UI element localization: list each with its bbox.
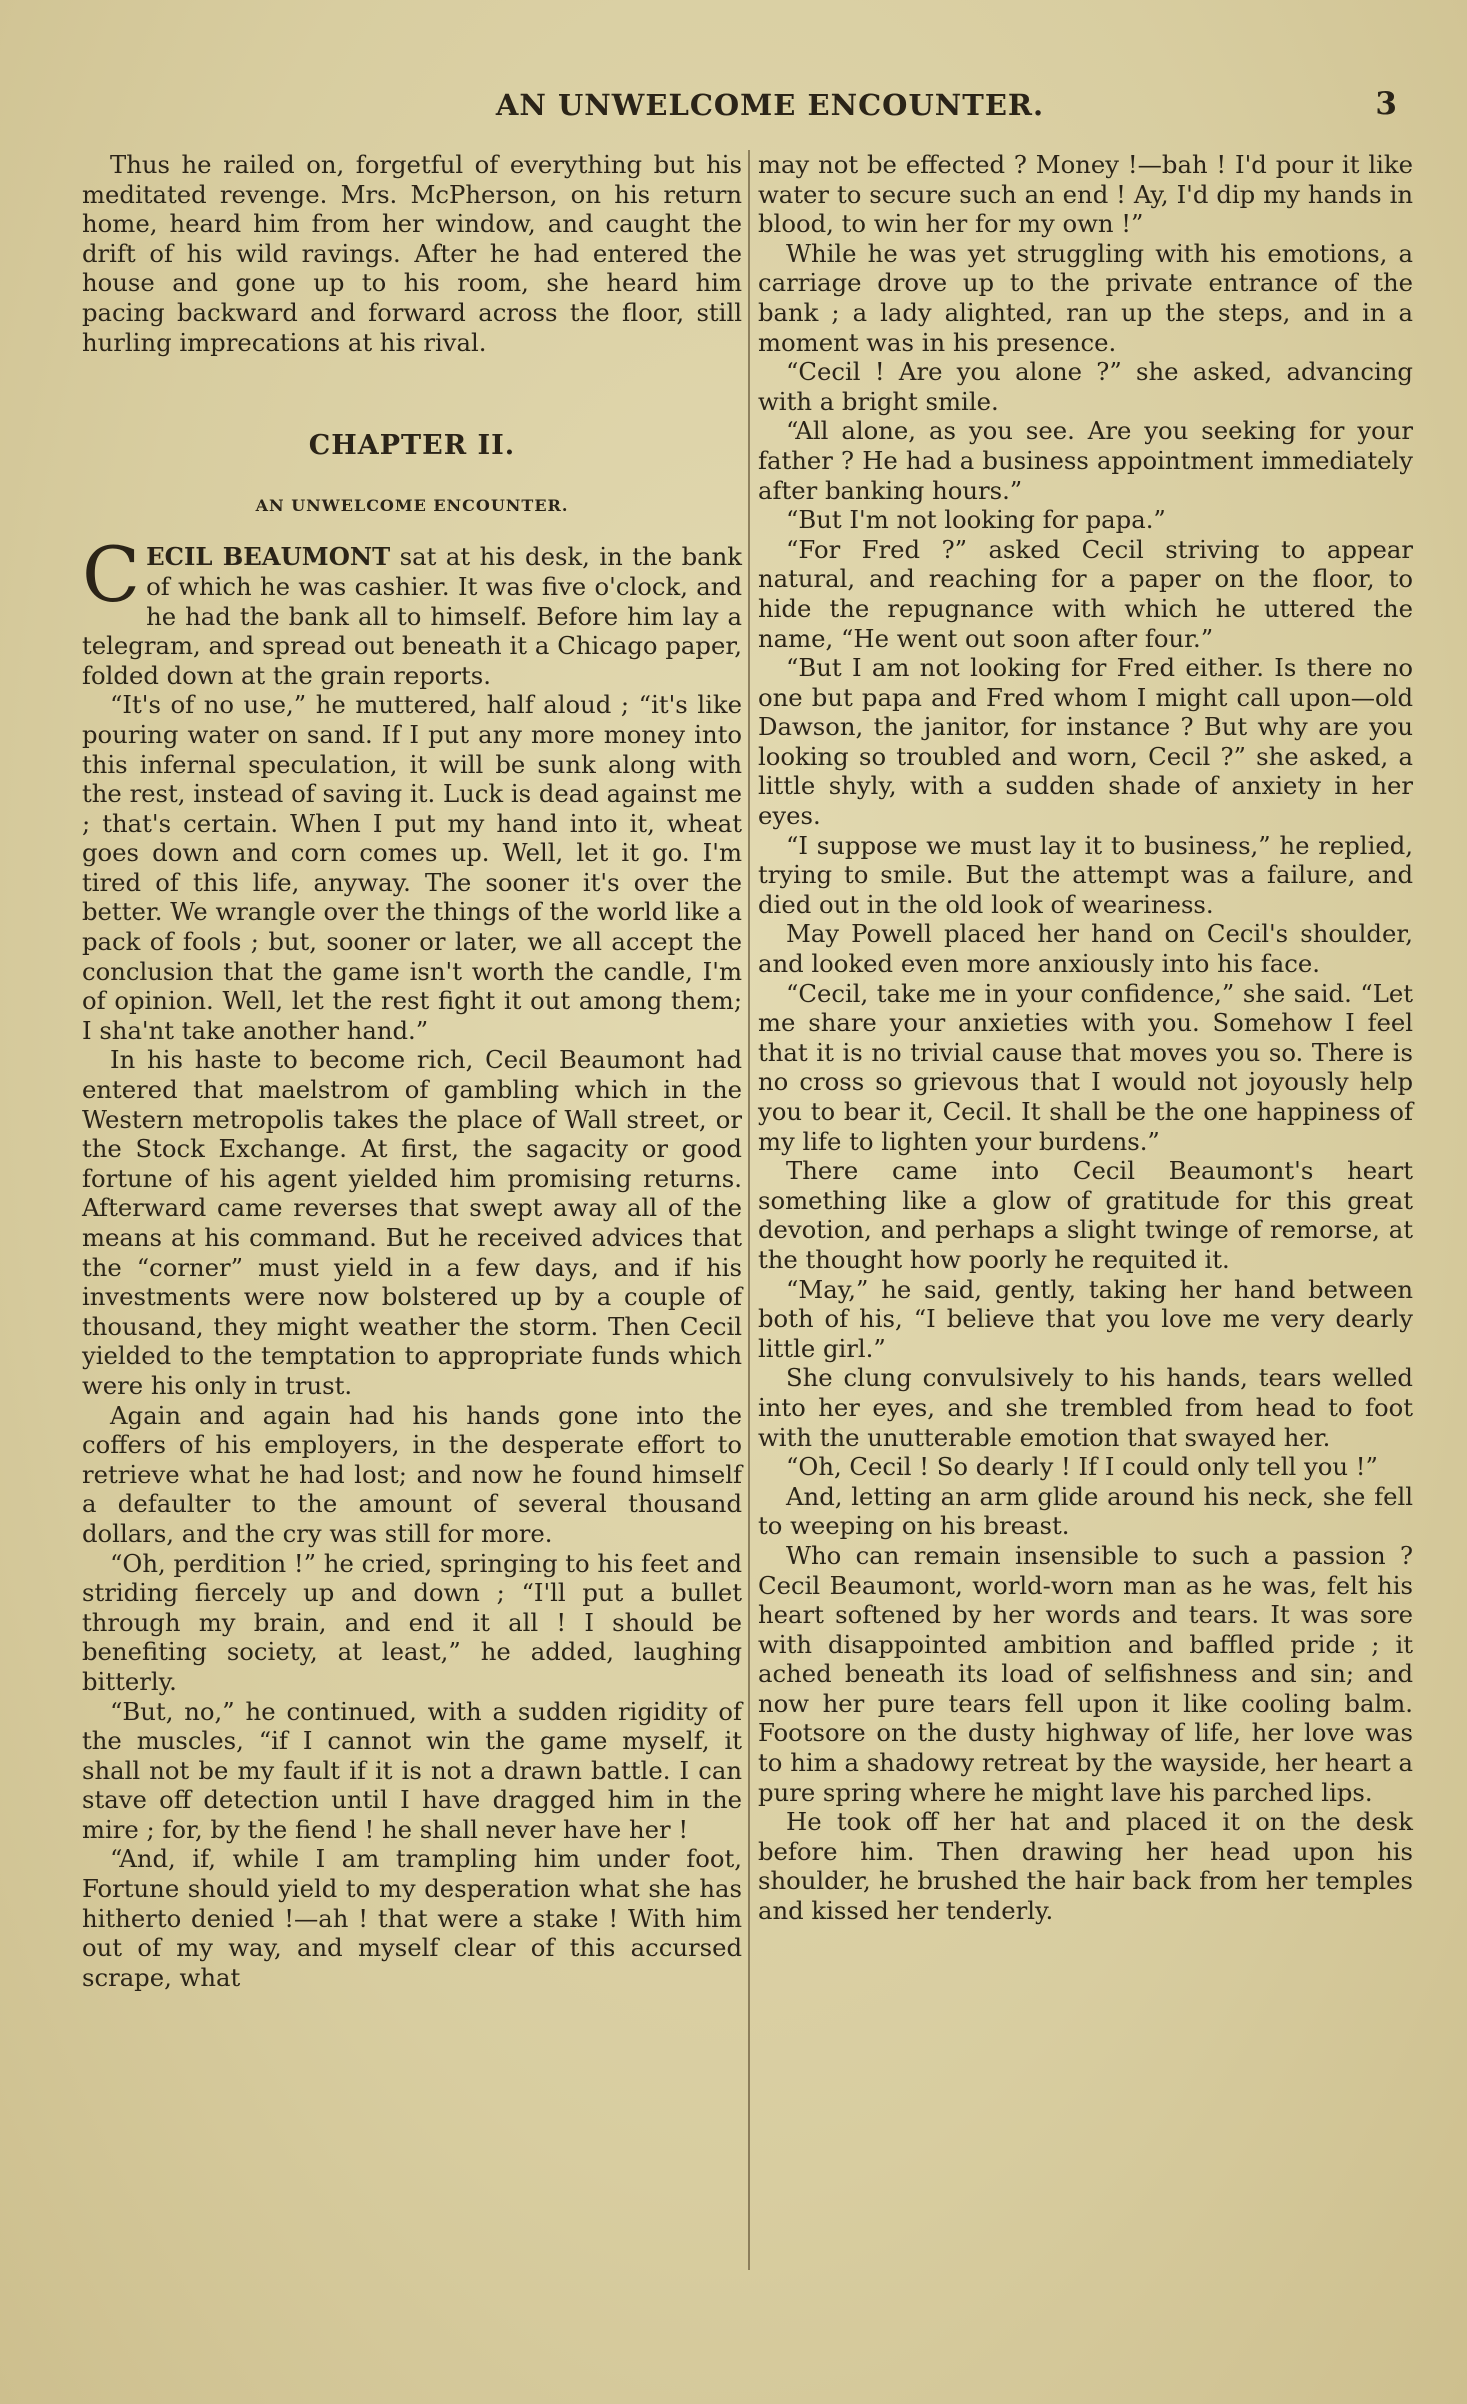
first-words: ECIL BEAUMONT: [146, 542, 391, 572]
first-paragraph-text: sat at his desk, in the bank of which he was cashier. It was five o'clock, and he had the bank all to himself. Before him lay a telegram, and spread out beneath it a Chicago paper, folded down at the grain reports.: [82, 542, 742, 690]
paragraph: May Powell placed her hand on Cecil's shoulder, and looked even more anxiously into his face.: [758, 919, 1413, 979]
paragraph: And, letting an arm glide around his neck, she fell to weeping on his breast.: [758, 1481, 1413, 1541]
running-head: AN UNWELCOME ENCOUNTER.: [495, 88, 1045, 122]
page-number: 3: [1375, 86, 1397, 122]
paragraph: “But, no,” he continued, with a sudden rigidity of the muscles, “if I cannot win the game myself, it shall not be my fault if it is not a drawn battle. I can stave off detection until I have dragged him in the mire ; for, by the fiend ! he shall never have her !: [82, 1696, 742, 1844]
chapter-title: CHAPTER II.: [308, 430, 516, 462]
paragraph: “It's of no use,” he muttered, half aloud ; “it's like pouring water on sand. If I put any more money into this infernal speculation, it will be sunk along with the rest, instead of saving it. Luck is dead against me ; that's certain. When I put my hand into it, wheat goes down and corn comes up. Well, let it go. I'm tired of this life, anyway. The sooner it's over the better. We wrangle over the things of the world like a pack of fools ; but, sooner or later, we all accept the conclusion that the game isn't worth the candle, I'm of opinion. Well, let the rest fight it out among them; I sha'nt take another hand.”: [82, 690, 742, 1045]
column-divider: [748, 150, 750, 2270]
paragraph: While he was yet struggling with his emotions, a carriage drove up to the private entrance of the bank ; a lady alighted, ran up the steps, and in a moment was in his presence.: [758, 238, 1413, 357]
paragraph: “Cecil, take me in your confidence,” she said. “Let me share your anxieties with you. Somehow I feel that it is no trivial cause that moves you so. There is no cross so grievous that I would not joyously help you to bear it, Cecil. It shall be the one happiness of my life to lighten your burdens.”: [758, 978, 1413, 1156]
drop-cap: C: [82, 530, 141, 620]
paragraph: “But I'm not looking for papa.”: [786, 505, 1166, 535]
left-column: [82, 150, 742, 1992]
paragraph: “Oh, perdition !” he cried, springing to his feet and striding fiercely up and down ; “I'll put a bullet through my brain, and end it all ! I should be benefiting society, at least,” he added, laughing bitterly.: [82, 1548, 742, 1696]
paragraph: Who can remain insensible to such a passion ? Cecil Beaumont, world-worn man as he was, felt his heart softened by her words and tears. It was sore with disappointed ambition and baffled pride ; it ached beneath its load of selfishness and sin; and now her pure tears fell upon it like cooling balm. Footsore on the dusty highway of life, her love was to him a shadowy retreat by the wayside, her heart a pure spring where he might lave his parched lips.: [758, 1540, 1413, 1807]
paragraph: “I suppose we must lay it to business,” he replied, trying to smile. But the attempt was a failure, and died out in the old look of weariness.: [758, 830, 1413, 919]
paragraph: She clung convulsively to his hands, tears welled into her eyes, and she trembled from head to foot with the unutterable emotion that swayed her.: [758, 1363, 1413, 1452]
right-column: [758, 150, 1413, 1926]
paragraph: may not be effected ? Money !—bah ! I'd pour it like water to secure such an end ! Ay, I'd dip my hands in blood, to win her for my own !”: [758, 150, 1413, 239]
paragraph: “All alone, as you see. Are you seeking for your father ? He had a business appointment immediately after banking hours.”: [758, 416, 1413, 505]
chapter-subtitle: AN UNWELCOME ENCOUNTER.: [255, 495, 569, 515]
paragraph: “Oh, Cecil ! So dearly ! If I could only tell you !”: [786, 1452, 1378, 1482]
paragraph: “Cecil ! Are you alone ?” she asked, advancing with a bright smile.: [758, 357, 1413, 416]
paragraph: “But I am not looking for Fred either. Is there no one but papa and Fred whom I might call upon—old Dawson, the janitor, for instance ? But why are you looking so troubled and worn, Cecil ?” she asked, a little shyly, with a sudden shade of anxiety in her eyes.: [758, 653, 1413, 831]
paragraph: Again and again had his hands gone into the coffers of his employers, in the desperate effort to retrieve what he had lost; and now he found himself a defaulter to the amount of several thousand dollars, and the cry was still for more.: [82, 1400, 742, 1548]
paragraph: There came into Cecil Beaumont's heart something like a glow of gratitude for this great devotion, and perhaps a slight twinge of remorse, at the thought how poorly he requited it.: [758, 1156, 1413, 1274]
paragraph: “May,” he said, gently, taking her hand between both of his, “I believe that you love me very dearly little girl.”: [758, 1274, 1413, 1363]
paragraph: “And, if, while I am trampling him under foot, Fortune should yield to my desperation what she has hitherto denied !—ah ! that were a stake ! With him out of my way, and myself clear of this accursed scrape, what: [82, 1844, 742, 1992]
paragraph: In his haste to become rich, Cecil Beaumont had entered that maelstrom of gambling which in the Western metropolis takes the place of Wall street, or the Stock Exchange. At first, the sagacity or good fortune of his agent yielded him promising returns. Afterward came reverses that swept away all of the means at his command. But he received advices that the “corner” must yield in a few days, and if his investments were now bolstered up by a couple of thousand, they might weather the storm. Then Cecil yielded to the temptation to appropriate funds which were his only in trust.: [82, 1045, 742, 1400]
chapter-first-paragraph: [82, 530, 742, 690]
paragraph: “For Fred ?” asked Cecil striving to appear natural, and reaching for a paper on the floor, to hide the repugnance with which he uttered the name, “He went out soon after four.”: [758, 534, 1413, 653]
opening-paragraph: Thus he railed on, forgetful of everything but his meditated revenge. Mrs. McPherson, on his return home, heard him from her window, and caught the drift of his wild ravings. After he had entered the house and gone up to his room, she heard him pacing backward and forward across the floor, still hurling imprecations at his rival.: [82, 150, 742, 357]
paragraph: He took off her hat and placed it on the desk before him. Then drawing her head upon his shoulder, he brushed the hair back from her temples and kissed her tenderly.: [758, 1807, 1413, 1926]
